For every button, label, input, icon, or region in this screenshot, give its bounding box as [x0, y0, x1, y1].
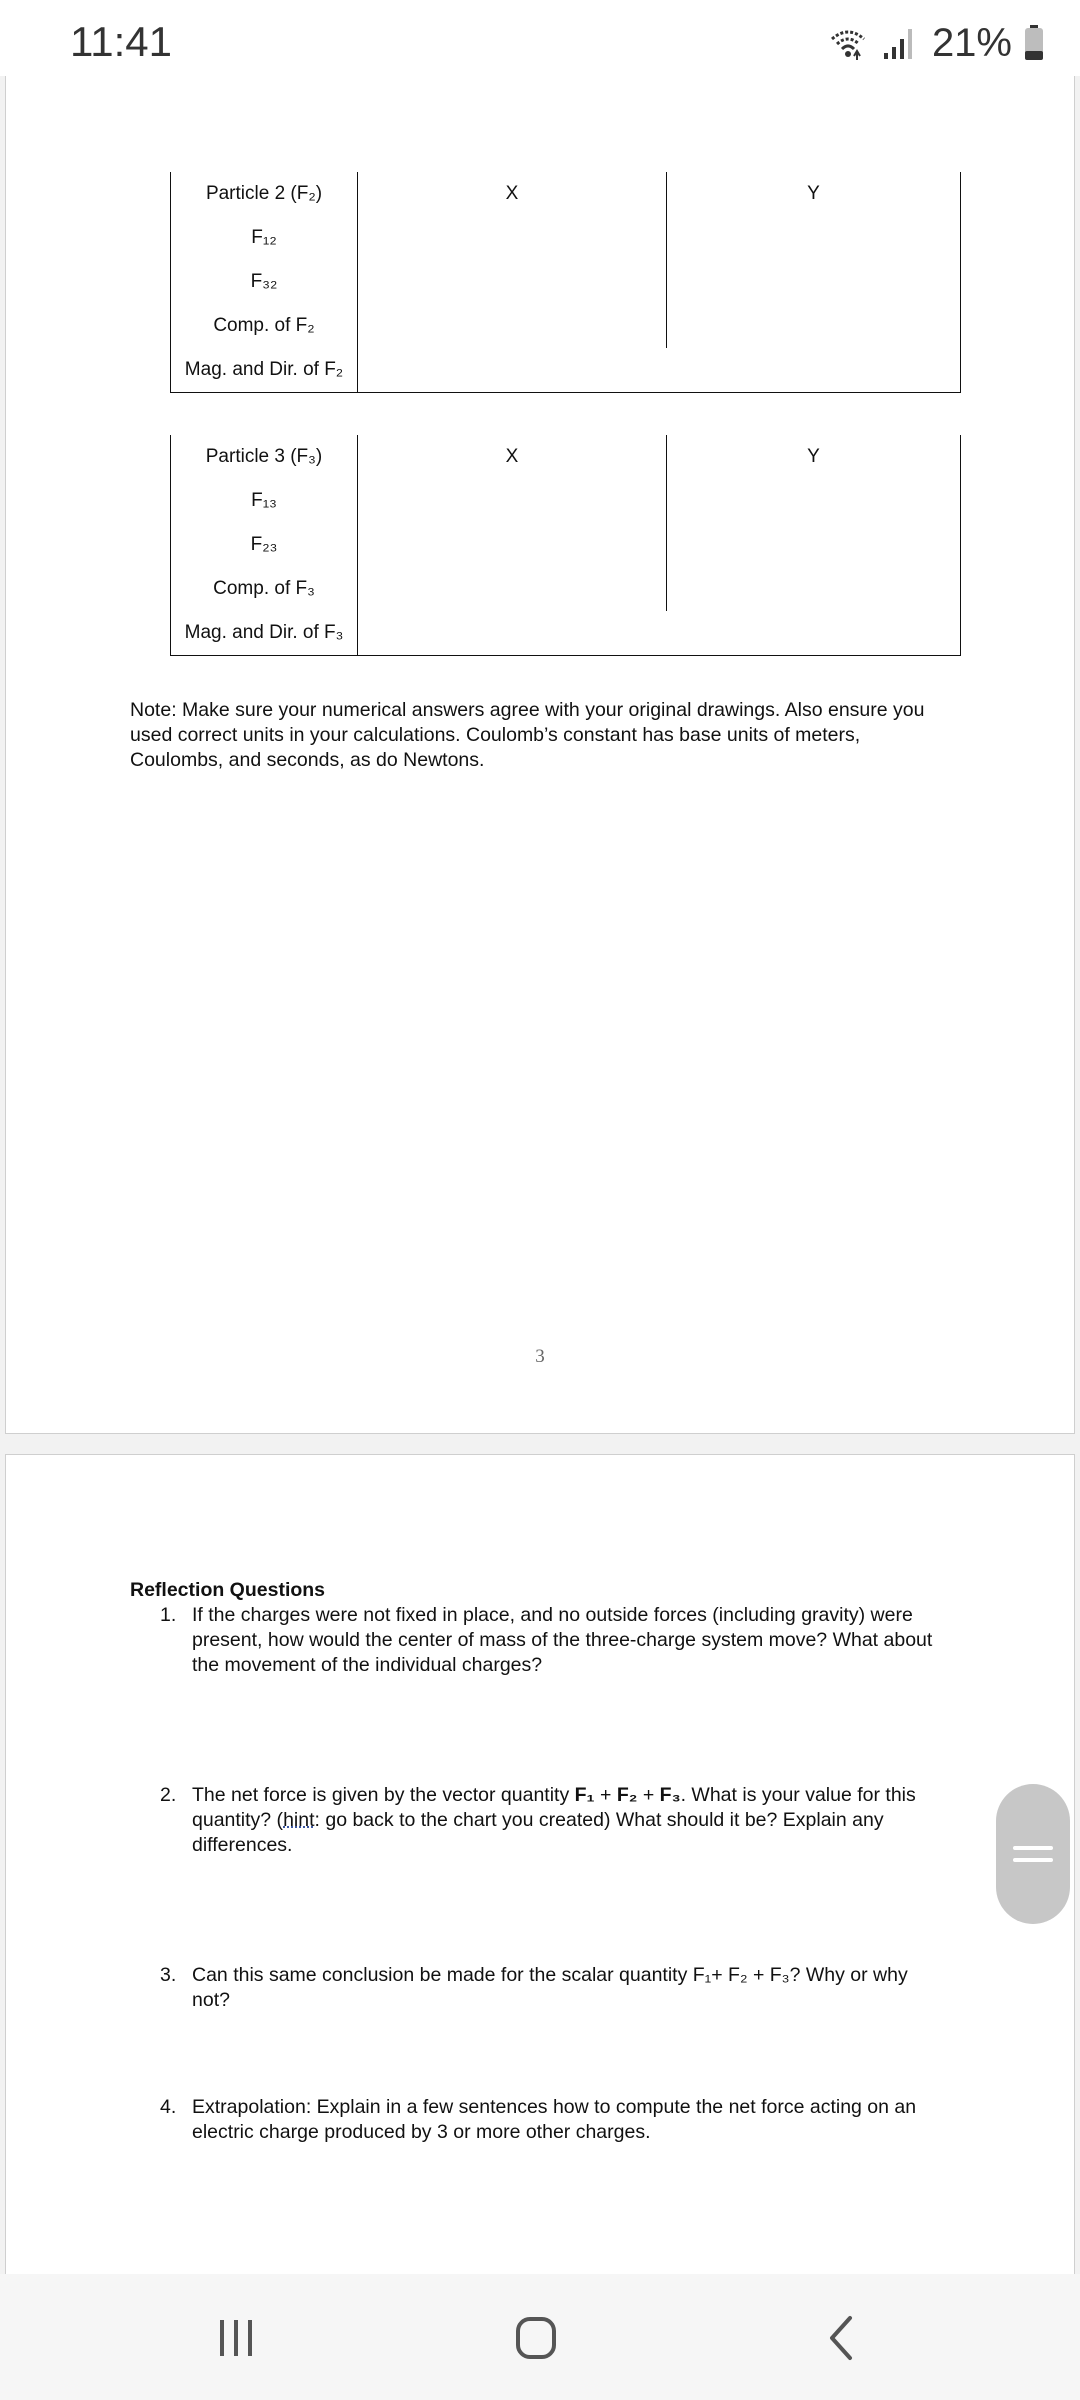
navigation-bar: [0, 2274, 1080, 2400]
table-row-label: Comp. of F₃: [171, 567, 358, 611]
particle-3-table: [170, 435, 961, 656]
status-bar: [0, 0, 1080, 76]
wifi-icon: [828, 23, 868, 63]
table-cell[interactable]: [667, 304, 961, 348]
table-header-particle: Particle 3 (F₃): [171, 435, 358, 479]
table-cell[interactable]: [358, 523, 667, 567]
question-4: [160, 2095, 940, 2145]
table-row-label: F₁₂: [171, 216, 358, 260]
table-cell[interactable]: [358, 260, 667, 304]
table-header-x: X: [358, 172, 667, 216]
table-row-label: Mag. and Dir. of F₃: [171, 611, 358, 656]
vector-f3: F₃: [659, 1784, 681, 1806]
table-cell[interactable]: [667, 216, 961, 260]
note-text: Note: Make sure your numerical answers agree with your original drawings. Also ensure you used correct units in your calculations. Coulomb’s constant has base units of meters, Coulombs, and seconds, as do Newtons.: [130, 699, 925, 771]
particle-2-table: [170, 172, 961, 393]
table-header-y: Y: [667, 172, 961, 216]
question-text: Extrapolation: Explain in a few sentences how to compute the net force acting on an electric charge produced by 3 or more other charges.: [192, 2096, 917, 2143]
battery-percent: 21%: [931, 20, 1012, 65]
question-text-part: The net force is given by the vector quantity: [192, 1784, 575, 1806]
plus-sign: +: [594, 1784, 617, 1806]
table-row-label: F₃₂: [171, 260, 358, 304]
table-cell[interactable]: [667, 523, 961, 567]
plus-sign: +: [637, 1784, 660, 1806]
table-cell[interactable]: [358, 348, 961, 393]
document-page-3: [5, 76, 1075, 1434]
table-cell[interactable]: [358, 216, 667, 260]
hint-word: hint: [283, 1809, 315, 1831]
table-row-label: F₂₃: [171, 523, 358, 567]
status-time: 11:41: [70, 18, 172, 65]
table-header-particle: Particle 2 (F₂): [171, 172, 358, 216]
table-cell[interactable]: [667, 567, 961, 611]
battery-icon: [1024, 25, 1044, 61]
page-number: 3: [535, 1346, 545, 1367]
status-icons: [828, 18, 1044, 68]
table-cell[interactable]: [358, 304, 667, 348]
table-cell[interactable]: [358, 479, 667, 523]
question-text: Can this same conclusion be made for the scalar quantity F₁+ F₂ + F₃? Why or why not?: [192, 1964, 908, 2011]
table-cell[interactable]: [667, 479, 961, 523]
vector-f2: F₂: [616, 1784, 638, 1806]
scroll-handle[interactable]: [996, 1784, 1070, 1924]
reflection-title: Reflection Questions: [130, 1579, 326, 1601]
scroll-handle-icon: [1011, 1834, 1055, 1874]
question-text-part: : go back to the chart you created) What should it be? Explain any differences.: [192, 1809, 884, 1856]
vector-f1: F₁: [574, 1784, 595, 1806]
table-row-label: Mag. and Dir. of F₂: [171, 348, 358, 393]
table-cell[interactable]: [358, 567, 667, 611]
question-text-part: . What is your value for this quantity? (: [192, 1784, 916, 1831]
back-icon[interactable]: [812, 2310, 872, 2366]
question-number: 4.: [160, 2096, 177, 2118]
question-number: 3.: [160, 1964, 177, 1986]
table-header-x: X: [358, 435, 667, 479]
table-cell[interactable]: [667, 260, 961, 304]
question-1: [160, 1603, 940, 1678]
question-3: [160, 1963, 940, 2013]
question-2: [160, 1783, 940, 1858]
home-icon[interactable]: [506, 2310, 566, 2366]
question-number: 2.: [160, 1784, 177, 1806]
question-text: [192, 1783, 940, 1858]
question-text: If the charges were not fixed in place, and no outside forces (including gravity) were present, how would the center of mass of the three-charge system move? What about the movement of the individual charges?: [192, 1604, 933, 1676]
signal-icon: [880, 23, 920, 63]
table-header-y: Y: [667, 435, 961, 479]
table-row-label: Comp. of F₂: [171, 304, 358, 348]
recents-icon[interactable]: [206, 2310, 266, 2366]
table-row-label: F₁₃: [171, 479, 358, 523]
document-page-4: [5, 1454, 1075, 2274]
table-cell[interactable]: [358, 611, 961, 656]
question-number: 1.: [160, 1604, 177, 1626]
